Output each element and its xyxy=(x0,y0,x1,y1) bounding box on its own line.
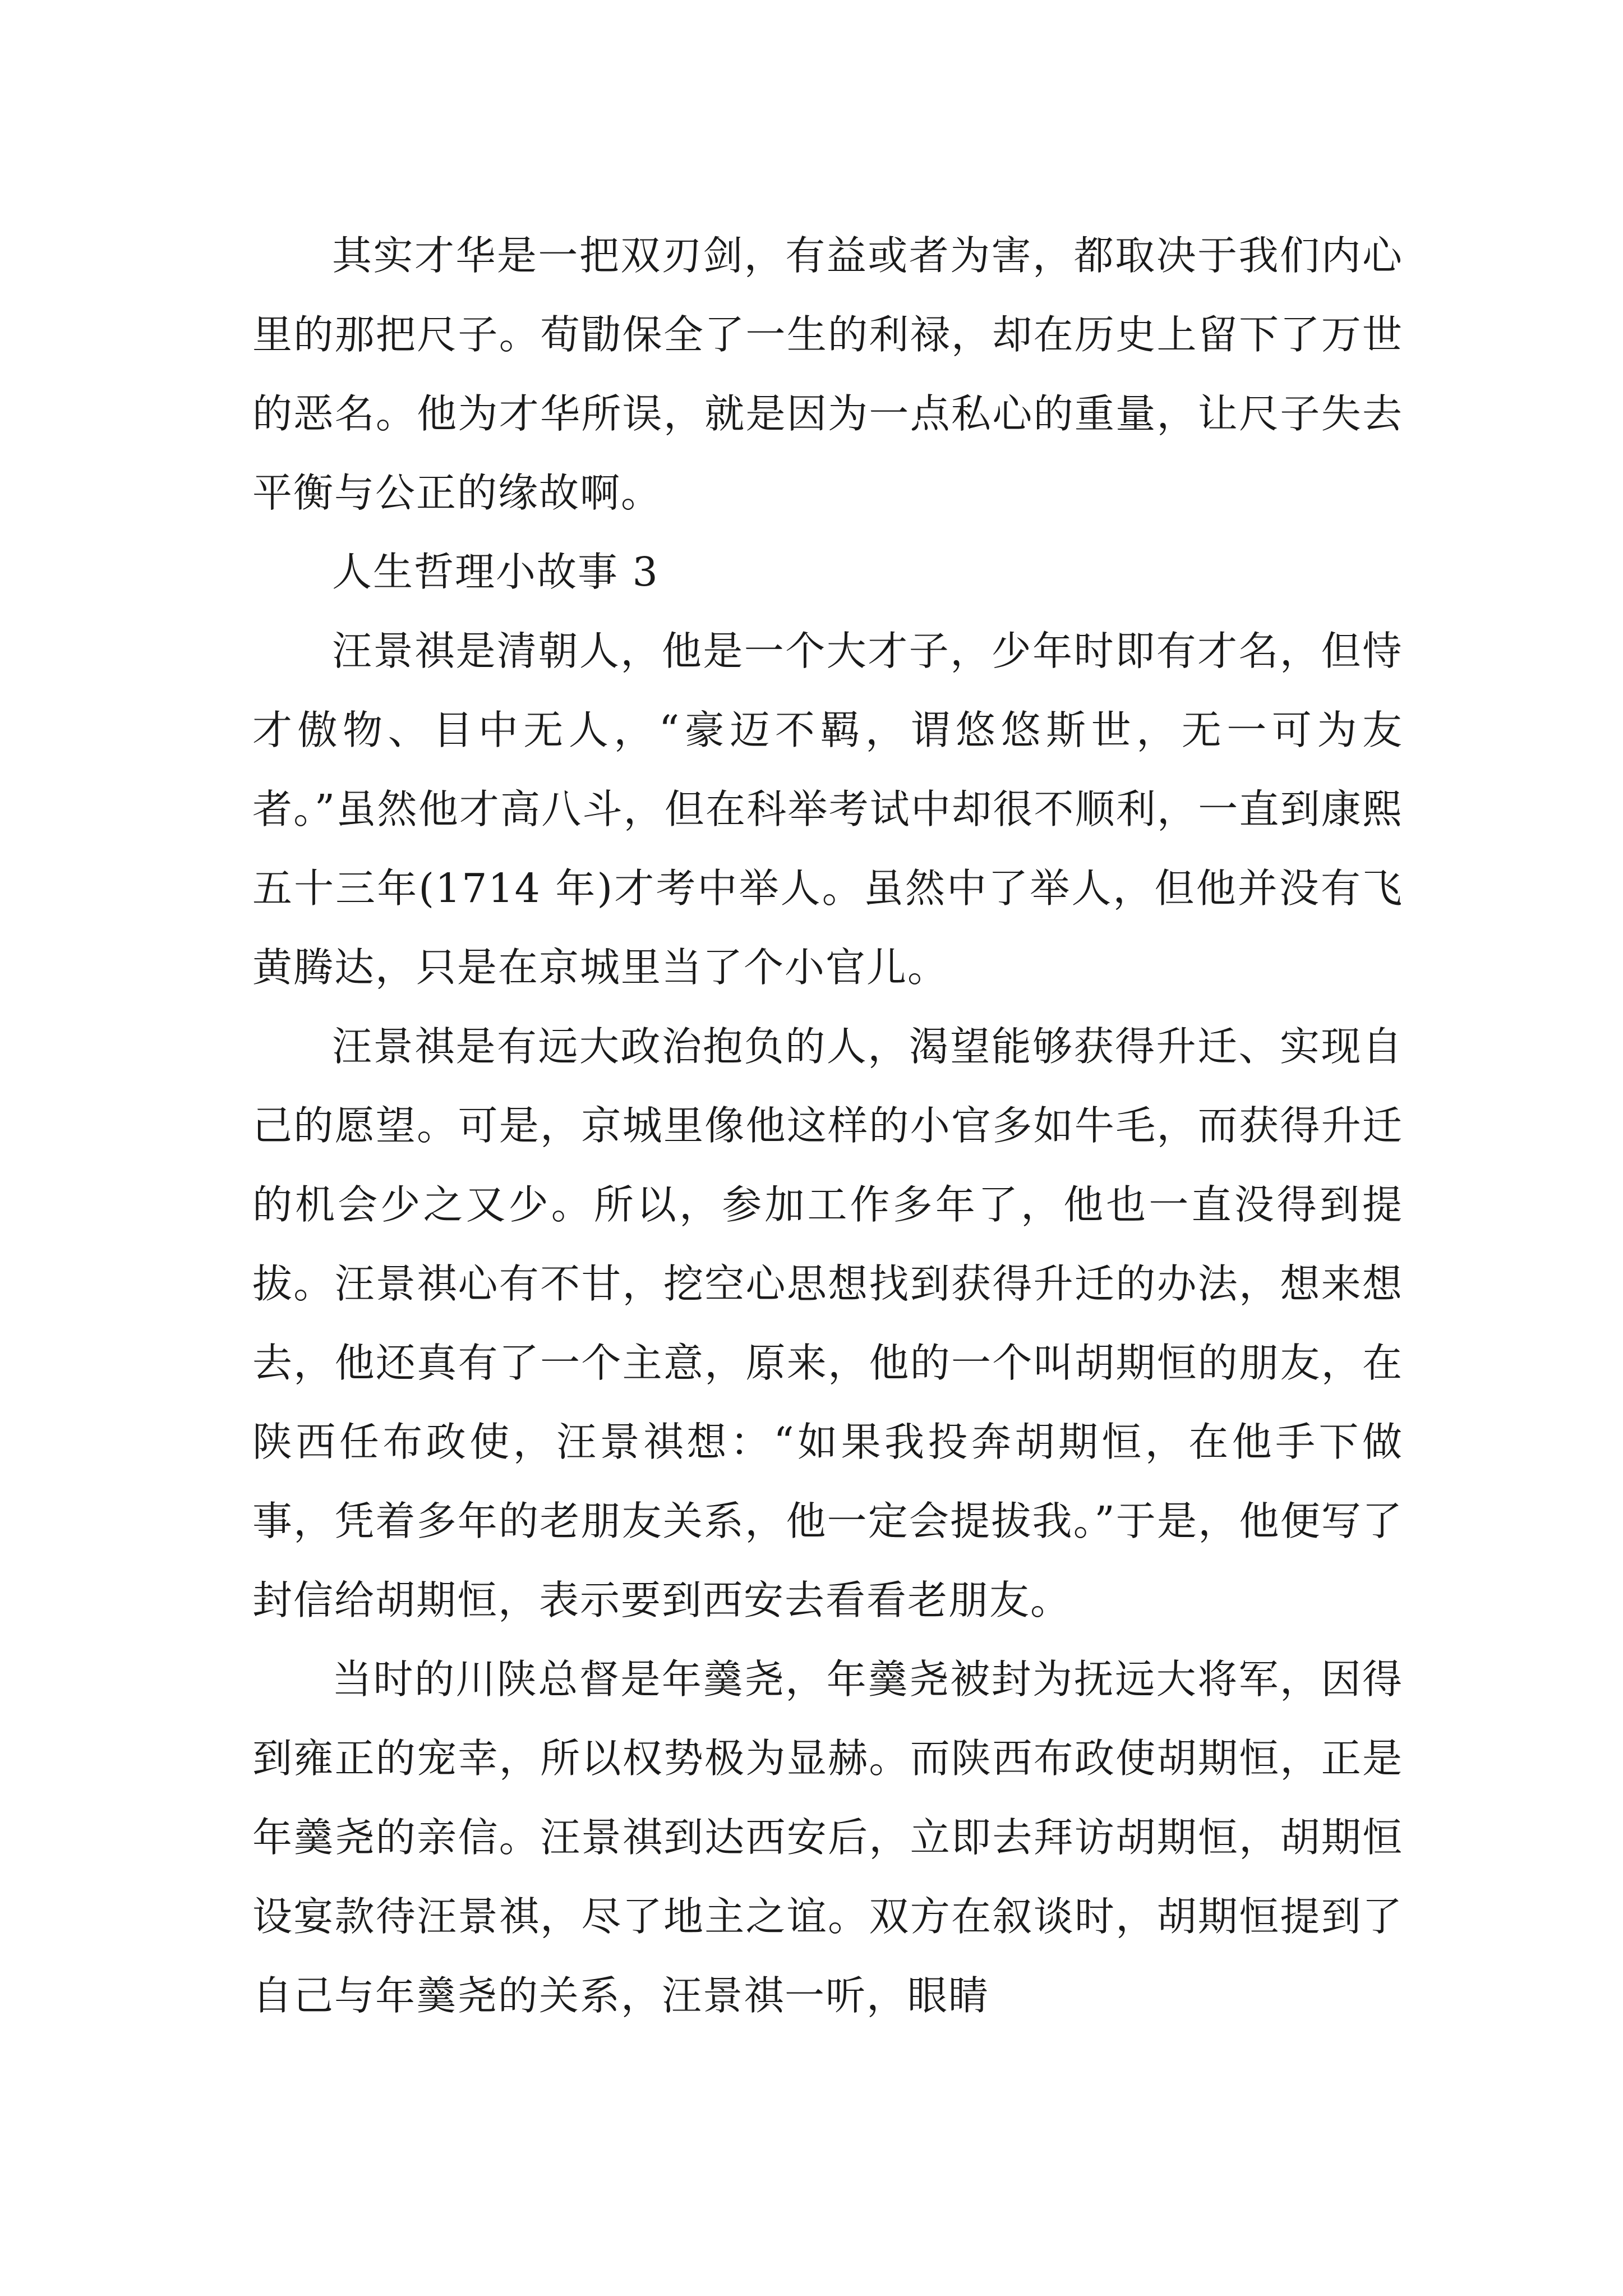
paragraph-nian-gengyao: 当时的川陕总督是年羹尧，年羹尧被封为抚远大将军，因得到雍正的宠幸，所以权势极为显赫。而陕西布政使胡期恒，正是年羹尧的亲信。汪景祺到达西安后，立即去拜访胡期恒，胡期恒设宴款待汪景祺，尽了地主之谊。双方在叙谈时，胡期恒提到了自己与年羹尧的关系，汪景祺一听，眼睛 xyxy=(252,1656,1403,2019)
section-heading-story-3: 人生哲理小故事 3 xyxy=(332,549,659,595)
paragraph-wang-jingqi-ambition: 汪景祺是有远大政治抱负的人，渴望能够获得升迁、实现自己的愿望。可是，京城里像他这样的小官多如牛毛，而获得升迁的机会少之又少。所以，参加工作多年了，他也一直没得到提拔。汪景祺心有不甘，挖空心思想找到获得升迁的办法，想来想去，他还真有了一个主意，原来，他的一个叫胡期恒的朋友，在陕西任布政使，汪景祺想：“如果我投奔胡期恒，在他手下做事，凭着多年的老朋友关系，他一定会提拔我。”于是，他便写了封信给胡期恒，表示要到西安去看看老朋友。 xyxy=(252,1023,1403,1623)
paragraph-wang-jingqi-intro: 汪景祺是清朝人，他是一个大才子，少年时即有才名，但恃才傲物、目中无人，“豪迈不羁，谓悠悠斯世，无一可为友者。”虽然他才高八斗，但在科举考试中却很不顺利，一直到康熙五十三年(1714 年)才考中举人。虽然中了举人，但他并没有飞黄腾达，只是在京城里当了个小官儿。 xyxy=(252,628,1403,991)
paragraph-talent-double-edged: 其实才华是一把双刃剑，有益或者为害，都取决于我们内心里的那把尺子。荀勖保全了一生的利禄，却在历史上留下了万世的恶名。他为才华所误，就是因为一点私心的重量，让尺子失去平衡与公正的缘故啊。 xyxy=(252,232,1403,516)
document-page xyxy=(252,216,1403,2035)
